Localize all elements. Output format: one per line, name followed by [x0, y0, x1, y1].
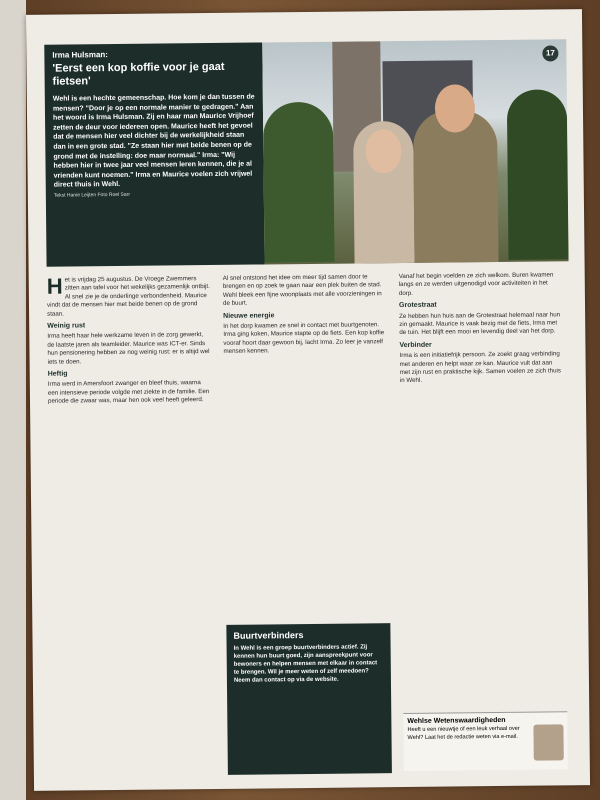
photo-tree-right [507, 89, 569, 260]
couple-photo [262, 39, 568, 264]
photo-tree-left [263, 102, 335, 263]
paragraph: In het dorp kwamen ze snel in contact met buurtgenoten. Irma ging koken, Maurice stapte op de fiets. Een kop koffie vooraf hoort daar gewoon bij, lacht Irma. Zo leer je vanzelf mensen kennen. [223, 321, 385, 356]
article-headline: 'Eerst een kop koffie voor je gaat fietsen' [52, 60, 225, 88]
article-body [47, 271, 574, 776]
photo-man-body [413, 110, 499, 263]
drop-cap: H [46, 273, 63, 299]
buurtverbinders-box [226, 623, 392, 775]
article-credit: Tekst Hanie Leijten Foto Roel Sarr [53, 191, 131, 199]
paragraph: Ze hebben hun huis aan de Grotestraat helemaal naar hun zin gemaakt. Maurice is vaak bezig met de fiets, Irma met de tuin. Het blijft een mooi en levendig deel van het dorp. [399, 310, 561, 337]
column-3 [399, 271, 564, 390]
box-title: Buurtverbinders [233, 630, 304, 641]
subheading: Verbinder [399, 341, 432, 349]
wetenswaardigheden-title: Wehlse Wetenswaardigheden [407, 716, 506, 725]
box-text: In Wehl is een groep buurtverbinders actief. Zij kennen hun buurt goed, zijn aanspreekpunt voor bewoners en helpen mensen met elkaar in contact te brengen. Wil je meer weten of zelf meedoen? Neem dan contact op via de website. [233, 644, 378, 684]
wetenswaardigheden-text: Heeft u een nieuwtje of een leuk verhaal over Wehl? Laat het de redactie weten via e-mail. [407, 725, 520, 741]
article-kicker: Irma Hulsman: [52, 50, 108, 60]
wetenswaardigheden-box [403, 711, 568, 771]
author-photo [533, 724, 563, 760]
photo-woman-face [365, 129, 401, 173]
subheading: Weinig rust [47, 322, 86, 330]
photo-man-face [435, 84, 476, 132]
column-1 [47, 275, 212, 410]
paragraph: Irma werd in Amersfoort zwanger en bleef thuis, waarna een intensieve periode volgde met ziekte in de familie. Een periode die zwaar was, maar hen ook veel heeft geleerd. [47, 379, 210, 406]
paragraph: Vanaf het begin voelden ze zich welkom. Buren kwamen langs en ze werden uitgenodigd voor activiteiten in het dorp. [398, 271, 554, 297]
intro-panel [44, 42, 264, 266]
paragraph: Irma heeft haar hele werkzame leven in de zorg gewerkt, de laatste jaren als teamleider. Maurice was ICT-er. Sinds hun pensionering hebben ze nog weinig rust: er is altijd wel iets te doen. [47, 331, 210, 366]
paragraph: Al snel ontstond het idee om meer tijd samen door te brengen en op zoek te gaan naar een plek buiten de stad. Wehl bleek een fijne woonplaats met alle voorzieningen in de buurt. [222, 273, 382, 308]
subheading: Heftig [47, 370, 68, 378]
column-2 [223, 273, 388, 360]
article-intro: Wehl is een hechte gemeenschap. Hoe kom je dan tussen de mensen? "Door je op een normale manier te gedragen." Aan het woord is Irma Hulsman. Zij en haar man Maurice Vrijhoef zetten de deur voor iedereen open. Maurice heeft het gevoel dat de mensen hier veel dichter bij de werkelijkheid staan dan in een grote stad. "Ze staan hier met beide benen op de grond met de instelling: doe maar normaal." Irma: "Wij hebben hier in twee jaar veel mensen leren kennen, die je al vrienden kunt noemen." Irma en Maurice voelen zich vrijwel direct thuis in Wehl. [52, 93, 255, 189]
article-header [26, 9, 585, 270]
page-number: 17 [542, 45, 558, 61]
magazine-page [26, 9, 590, 791]
paragraph: Irma is een initiatiefrijk persoon. Ze zoekt graag verbinding met anderen en helpt waar ze kan. Maurice vult dat aan met zijn rust en praktische kijk. Samen voelen ze zich thuis in Wehl. [399, 350, 562, 385]
subheading: Nieuwe energie [223, 311, 275, 320]
previous-page-edge [0, 0, 26, 800]
subheading: Grotestraat [398, 301, 437, 310]
paragraph: et is vrijdag 25 augustus. De Vroege Zwemmers zitten aan tafel voor het wekelijks gezamenlijk ontbijt. Al snel zie je de onderlinge verbondenheid. Maurice vindt dat de mensen hier met beide benen op de grond staan. [46, 275, 210, 318]
